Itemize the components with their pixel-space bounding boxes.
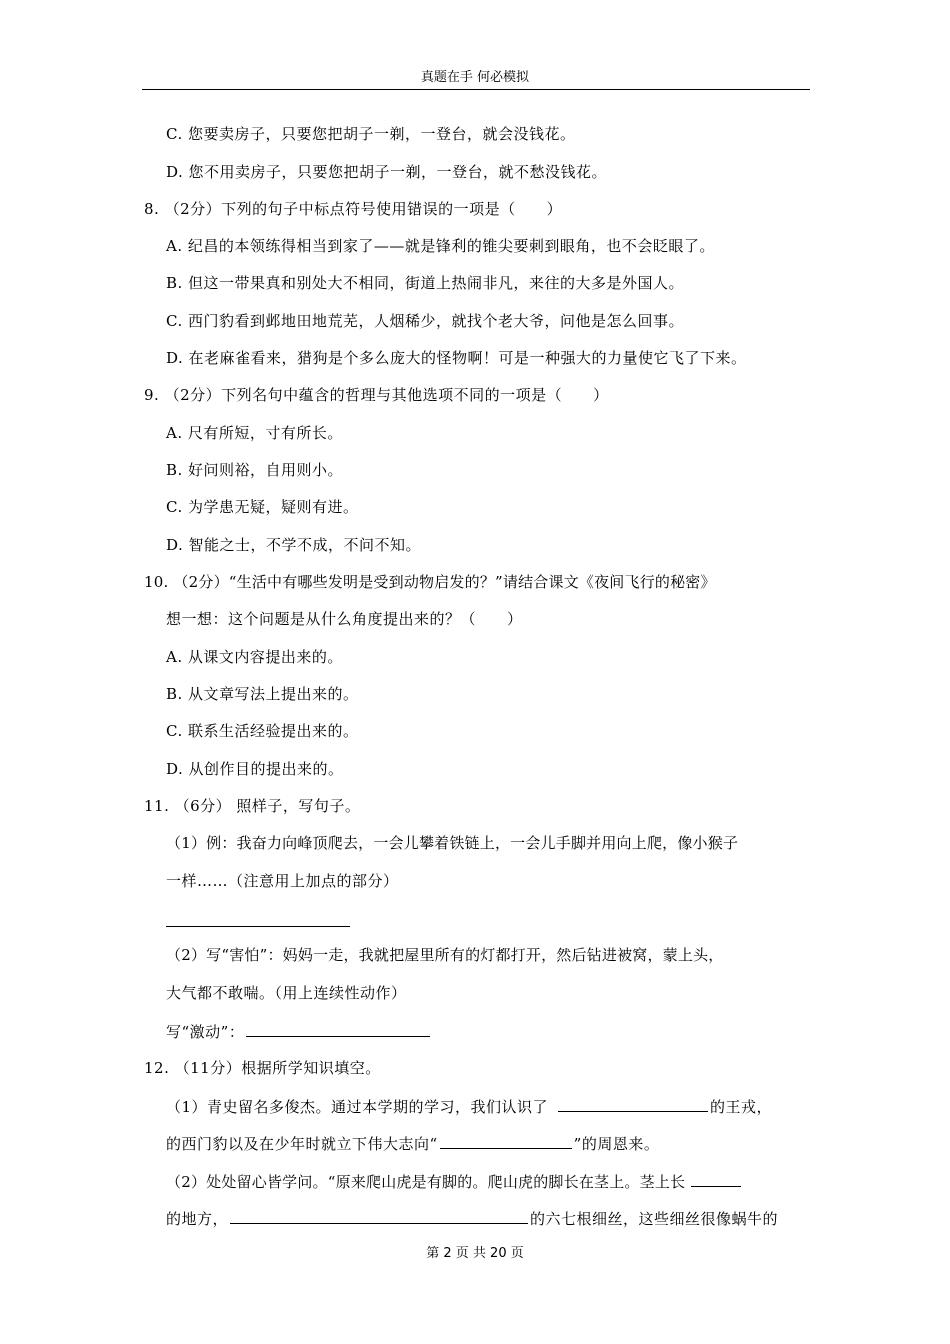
q11-part1-line1: （1）例：我奋力向峰顶爬去，一会儿攀着铁链上，一会儿手脚并用向上爬，像小猴子 [166,834,739,852]
q12-stem: 12. （11分）根据所学知识填空。 [144,1059,381,1077]
q12-part2-text-b: 的地方， [166,1210,229,1228]
q10-option-a: A. 从课文内容提出来的。 [166,648,343,666]
q12-part2-blank-1[interactable] [691,1170,741,1187]
q12-part2-row2 [166,1207,778,1227]
q12-part1-text-d: ”的周恩来。 [573,1135,660,1153]
q8-stem: 8. （2分）下列的句子中标点符号使用错误的一项是（ ） [144,200,563,218]
q9-option-a: A. 尺有所短，寸有所长。 [166,424,343,442]
q10-stem-line1: 10. （2分）“生活中有哪些发明是受到动物启发的？”请结合课文《夜间飞行的秘密》 [144,573,716,591]
q11-part2-line1: （2）写“害怕”：妈妈一走，我就把屋里所有的灯都打开，然后钻进被窝，蒙上头， [166,946,724,964]
q12-part1-row2 [166,1132,659,1152]
q11-part1-line2: 一样……（注意用上加点的部分） [166,872,399,890]
q12-part2-text-c: 的六七根细丝，这些细丝很像蜗牛的 [530,1210,779,1228]
q9-option-d: D. 智能之士，不学不成，不问不知。 [166,536,422,554]
q8-option-d: D. 在老麻雀看来，猎狗是个多么庞大的怪物啊！可是一种强大的力量使它飞了下来。 [166,349,747,367]
q12-part2-row1 [166,1170,743,1190]
footer-page-number: 第 2 页 共 20 页 [426,1246,524,1261]
q8-option-b: B. 但这一带果真和别处大不相同，街道上热闹非凡，来往的大多是外国人。 [166,274,685,292]
q12-part1-blank-2[interactable] [440,1132,572,1149]
q12-part1-text-a: （1）青史留名多俊杰。通过本学期的学习，我们认识了 [166,1098,549,1116]
q8-option-a: A. 纪昌的本领练得相当到家了——就是锋利的锥尖要刺到眼角，也不会眨眼了。 [166,237,715,255]
q12-part2-text-a: （2）处处留心皆学问。“原来爬山虎是有脚的。爬山虎的脚长在茎上。茎上长 [166,1173,686,1191]
q12-part1-text-c: 的西门豹以及在少年时就立下伟大志向“ [166,1135,438,1153]
q12-part2-blank-2[interactable] [230,1207,528,1224]
q12-part1-row1 [166,1095,772,1115]
q11-stem: 11. （6分） 照样子，写句子。 [144,797,361,815]
q8-option-c: C. 西门豹看到邺地田地荒芜，人烟稀少，就找个老大爷，问他是怎么回事。 [166,312,684,330]
q11-part1-answer-blank[interactable] [166,926,350,927]
q11-part2-line2: 大气都不敢喘。（用上连续性动作） [166,984,407,1002]
q10-option-b: B. 从文章写法上提出来的。 [166,685,359,703]
q7-option-d: D. 您不用卖房子，只要您把胡子一剃，一登台，就不愁没钱花。 [166,163,608,181]
q7-option-c: C. 您要卖房子，只要您把胡子一剃，一登台，就会没钱花。 [166,125,576,143]
q11-part2-prompt-row [166,1020,432,1040]
q10-stem-line2: 想一想：这个问题是从什么角度提出来的？（ ） [166,610,523,628]
q10-option-c: C. 联系生活经验提出来的。 [166,722,359,740]
q12-part1-blank-1[interactable] [558,1095,708,1112]
q12-part1-text-b: 的王戎， [710,1098,773,1116]
q9-option-b: B. 好问则裕，自用则小。 [166,461,344,479]
q11-part2-prompt: 写“激动”： [166,1023,245,1041]
header-divider [142,89,810,90]
q9-stem: 9. （2分）下列名句中蕴含的哲理与其他选项不同的一项是（ ） [144,386,609,404]
q11-part2-answer-blank[interactable] [246,1020,430,1037]
q10-option-d: D. 从创作目的提出来的。 [166,760,344,778]
q9-option-c: C. 为学患无疑，疑则有进。 [166,498,359,516]
header-title: 真题在手 何必模拟 [420,70,530,85]
